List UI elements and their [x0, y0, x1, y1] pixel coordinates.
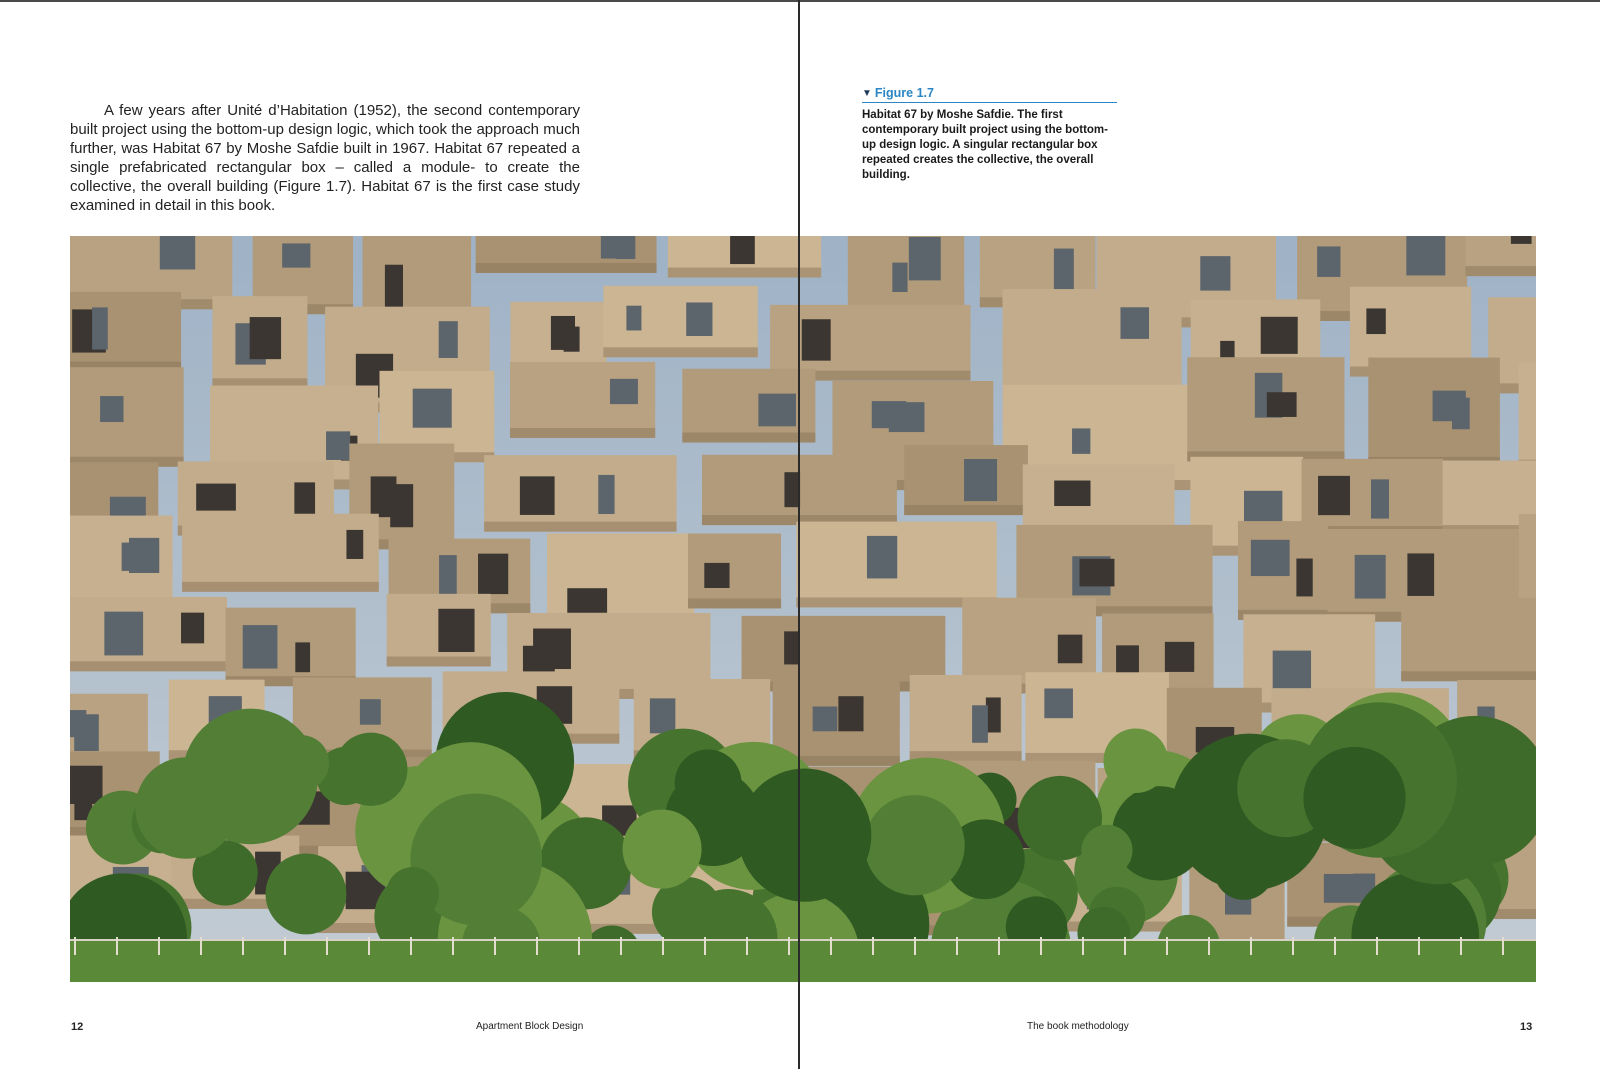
right-page-number: 13 — [1520, 1021, 1533, 1033]
figure-label — [862, 86, 1117, 103]
body-paragraph: A few years after Unité d’Habitation (1952), the second contemporary built project using the bottom-up design logic, which took the approach much further, was Habitat 67 by Moshe Safdie built in 1967. Habitat 67 repeated a single prefabricated rectangular box – called a module- to create the collective, the overall building (Figure 1.7). Habitat 67 is the first case study examined in detail in this book. — [70, 102, 580, 214]
figure-label-text: Figure 1.7 — [874, 86, 934, 100]
left-running-footer: Apartment Block Design — [476, 1021, 584, 1032]
figure-caption-block — [862, 86, 1117, 183]
page-gutter — [798, 0, 800, 1069]
habitat-67-photo — [70, 236, 1536, 982]
figure-caption: Habitat 67 by Moshe Safdie. The first contemporary built project using the bottom-up design logic. A singular rectangular box repeated creates the collective, the overall building. — [862, 109, 1108, 181]
right-running-footer: The book methodology — [1027, 1021, 1129, 1032]
top-rule — [0, 0, 1600, 2]
triangle-down-icon: ▼ — [862, 87, 872, 99]
left-page-number: 12 — [71, 1021, 84, 1033]
